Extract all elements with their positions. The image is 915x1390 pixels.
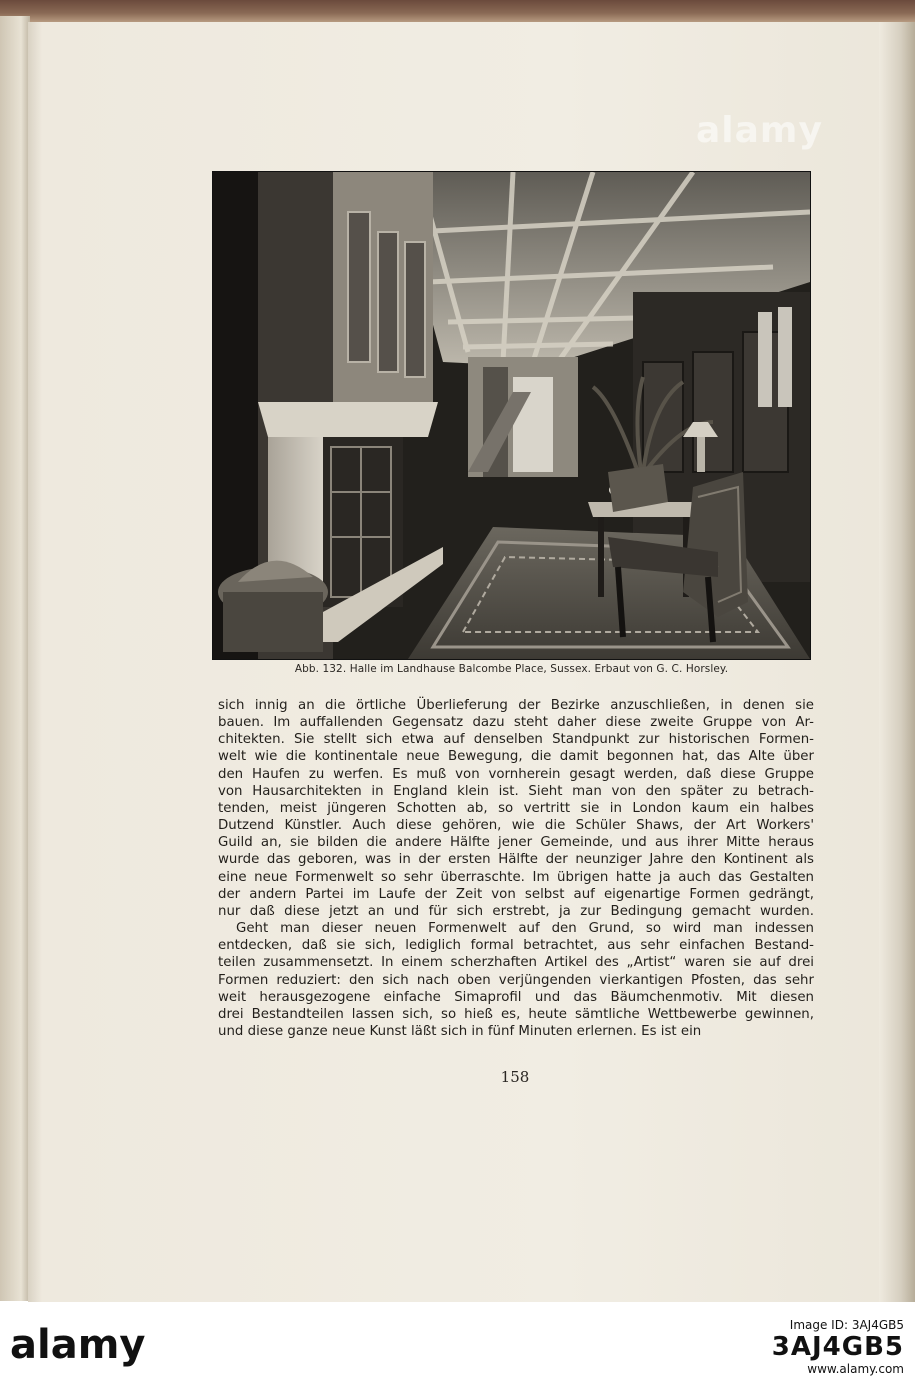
text-line: weit herausgezogene einfache Simaprofil und das Bäumchenmotiv. Mit diesen [218, 989, 814, 1005]
text-line: Dutzend Künstler. Auch diese gehören, wie die Schüler Shaws, der Art Workers' [218, 818, 814, 834]
site-url: www.alamy.com [807, 1362, 904, 1376]
text-line: chitekten. Sie stellt sich etwa auf denselben Standpunkt zur historischen Formen- [218, 732, 814, 748]
image-code: 3AJ4GB5 [771, 1332, 904, 1362]
text-line: teilen zusammensetzt. In einem scherzhaften Artikel des „Artist“ waren sie auf drei [218, 955, 814, 971]
image-id-block [642, 1318, 904, 1376]
alamy-logo: alamy [10, 1322, 146, 1368]
text-line: nur daß diese jetzt an und für sich erstrebt, ja zur Bedingung gemacht wurden. [218, 903, 814, 919]
text-line: drei Bestandteilen lassen sich, so hieß es, heute sämtliche Wettbewerbe gewinnen, [218, 1006, 814, 1022]
text-line: eine neue Formenwelt so sehr überraschte. Im übrigen hatte ja auch das Gestalten [218, 869, 814, 885]
text-line: entdecken, daß sie sich, lediglich formal betrachtet, aus sehr einfachen Bestand- [218, 938, 814, 954]
book-top-edge [0, 0, 915, 22]
photo-caption: Abb. 132. Halle im Landhause Balcombe Place, Sussex. Erbaut von G. C. Horsley. [294, 663, 729, 675]
text-line: sich innig an die örtliche Überlieferung der Bezirke anzuschließen, in denen sie [218, 698, 814, 713]
text-line: der andern Partei im Laufe der Zeit von selbst auf eigenartige Formen gedrängt, [218, 886, 814, 902]
image-id-label: Image ID: 3AJ4GB5 [789, 1318, 904, 1332]
text-line: tenden, meist jüngeren Schotten ab, so vertritt sie in London kaum ein halbes [218, 800, 814, 816]
hall-photograph [213, 172, 810, 659]
text-line: Formen reduziert: den sich nach oben verjüngenden vierkantigen Pfosten, das sehr [218, 972, 814, 988]
text-line: Geht man dieser neuen Formenwelt auf den Grund, so wird man indessen [236, 921, 814, 937]
hall-photo-drawing [213, 172, 810, 659]
left-page-edge [0, 16, 30, 1301]
text-line: Guild an, sie bilden die andere Hälfte jener Gemeinde, und aus ihrer Mitte heraus [218, 835, 814, 851]
body-text [218, 697, 814, 1040]
text-line: bauen. Im auffallenden Gegensatz dazu steht daher diese zweite Gruppe von Ar- [218, 715, 814, 731]
text-line: von Hausarchitekten in England klein ist. Sieht man von den später zu betrach- [218, 783, 814, 799]
watermark: alamy [696, 110, 823, 151]
right-page-edge [879, 22, 915, 1302]
text-line: wurde das geboren, was in der ersten Hälfte der neunziger Jahre den Kontinent als [218, 852, 814, 868]
text-line: den Haufen zu werfen. Es muß von vornherein gesagt werden, daß diese Gruppe [218, 766, 814, 782]
page-number: 158 [500, 1068, 530, 1086]
text-line: und diese ganze neue Kunst läßt sich in fünf Minuten erlernen. Es ist ein [218, 1023, 702, 1039]
text-line: welt wie die kontinentale neue Bewegung, die damit begonnen hat, das Alte über [218, 749, 814, 765]
